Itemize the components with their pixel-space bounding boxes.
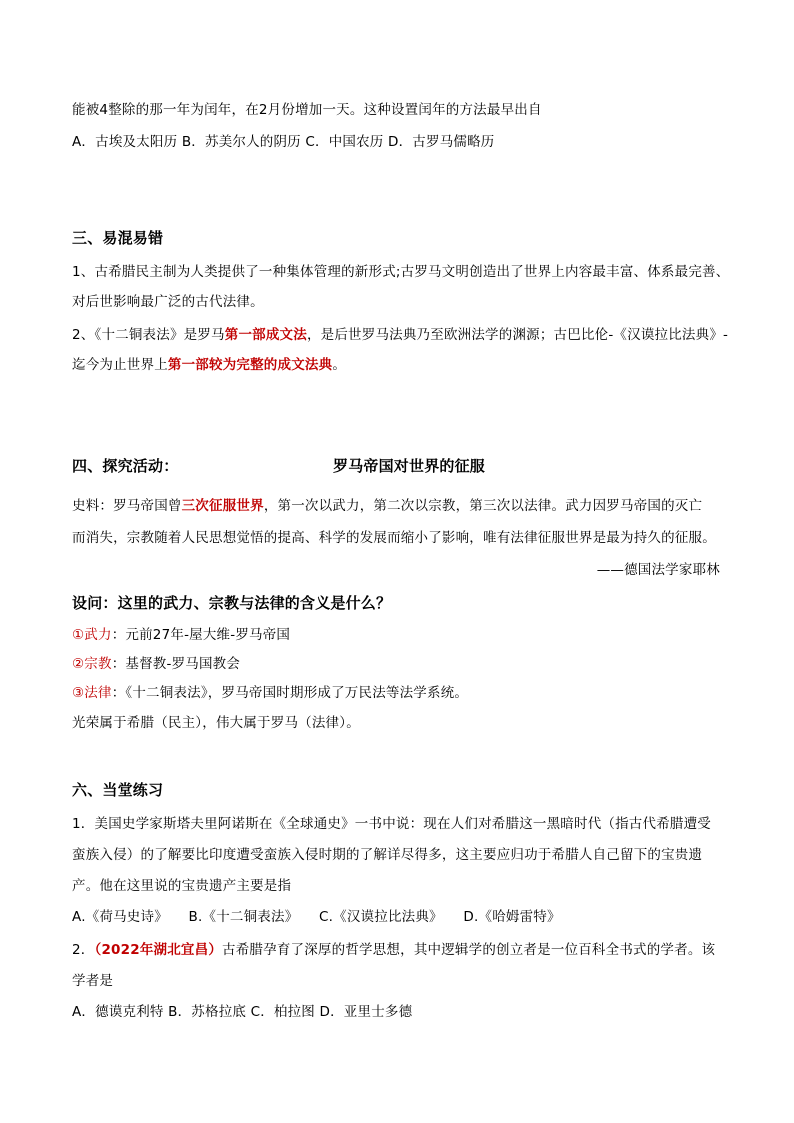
answer-1-text: ：元前27年-屋大维-罗马帝国: [111, 627, 291, 643]
answer-2-label: ②宗教: [72, 656, 112, 672]
answer-3: [72, 683, 468, 703]
paragraph-2-text: 2、《十二铜表法》是罗马: [72, 327, 225, 343]
paragraph-2-line-1: [72, 325, 728, 345]
source-text-cont: ，第一次以武力，第二次以宗教，第三次以法律。武力因罗马帝国的灭亡: [263, 498, 703, 514]
paragraph-2-line-2: [72, 355, 346, 375]
source-text: 史料：罗马帝国曾: [72, 498, 182, 514]
highlight-first-written-law: 第一部成文法: [224, 327, 307, 343]
source-line-2: 而消失，宗教随着人民思想觉悟的提高、科学的发展而缩小了影响，唯有法律征服世界是最为持久的征服。: [72, 530, 716, 546]
paragraph-2-text-2: 迄今为止世界上: [72, 357, 168, 373]
exercise-1-line-2: 蛮族入侵）的了解要比印度遭受蛮族入侵时期的了解详尽得多，这主要应归功于希腊人自己留下的宝贵遗: [72, 847, 703, 863]
exercise-1-options: A.《荷马史诗》 B.《十二铜表法》 C.《汉谟拉比法典》 D.《哈姆雷特》: [72, 909, 561, 925]
section-heading-3: 三、易混易错: [72, 229, 164, 247]
paragraph-2-end: 。: [332, 357, 347, 373]
exercise-2-line-2: 学者是: [72, 973, 114, 989]
answer-1-label: ①武力: [72, 627, 112, 643]
paragraph-1-line-2: 对后世影响最广泛的古代法律。: [72, 294, 264, 310]
paragraph-2-text-cont: ，是后世罗马法典乃至欧洲法学的渊源；古巴比伦-《汉谟拉比法典》-: [306, 327, 729, 343]
highlight-complete-code: 第一部较为完整的成文法典: [167, 357, 333, 373]
exercise-1-line-3: 产。他在这里说的宝贵遗产主要是指: [72, 878, 292, 894]
paragraph-1-line-1: 1、古希腊民主制为人类提供了一种集体管理的新形式;古罗马文明创造出了世界上内容最丰富、体系最完善、: [72, 264, 730, 280]
exercise-1-line-1: 1．美国史学家斯塔夫里阿诺斯在《全球通史》一书中说：现在人们对希腊这一黑暗时代（指古代希腊遭受: [72, 816, 711, 832]
exercise-2-text: 古希腊孕育了深厚的哲学思想，其中逻辑学的创立者是一位百科全书式的学者。该: [222, 942, 716, 958]
highlight-three-conquests: 三次征服世界: [181, 498, 264, 514]
source-attribution: ——德国法学家耶林: [596, 562, 720, 578]
exercise-2-number: 2．: [72, 942, 95, 958]
discussion-question: 设问：这里的武力、宗教与法律的含义是什么？: [72, 594, 392, 612]
answer-2-text: ：基督教-罗马国教会: [111, 656, 241, 672]
section-heading-6: 六、当堂练习: [72, 781, 164, 799]
answer-1: [72, 625, 290, 645]
question-text: 能被4整除的那一年为闰年，在2月份增加一天。这种设置闰年的方法最早出自: [72, 102, 542, 118]
source-line-1: [72, 496, 702, 516]
answer-3-label: ③法律: [72, 685, 112, 701]
answer-2: [72, 654, 240, 674]
section-heading-4: 四、探究活动：: [72, 457, 179, 475]
question-options: A．古埃及太阳历 B．苏美尔人的阴历 C．中国农历 D．古罗马儒略历: [72, 134, 495, 150]
activity-subtitle: 罗马帝国对世界的征服: [333, 457, 486, 475]
exercise-2-source-tag: （2022年湖北宜昌）: [94, 942, 223, 958]
exercise-2-line-1: [72, 940, 715, 960]
summary-line: 光荣属于希腊（民主），伟大属于罗马（法律）。: [72, 715, 360, 731]
exercise-2-options: A．德谟克利特 B．苏格拉底 C．柏拉图 D．亚里士多德: [72, 1004, 413, 1020]
answer-3-text: ：《十二铜表法》，罗马帝国时期形成了万民法等法学系统。: [111, 685, 469, 701]
